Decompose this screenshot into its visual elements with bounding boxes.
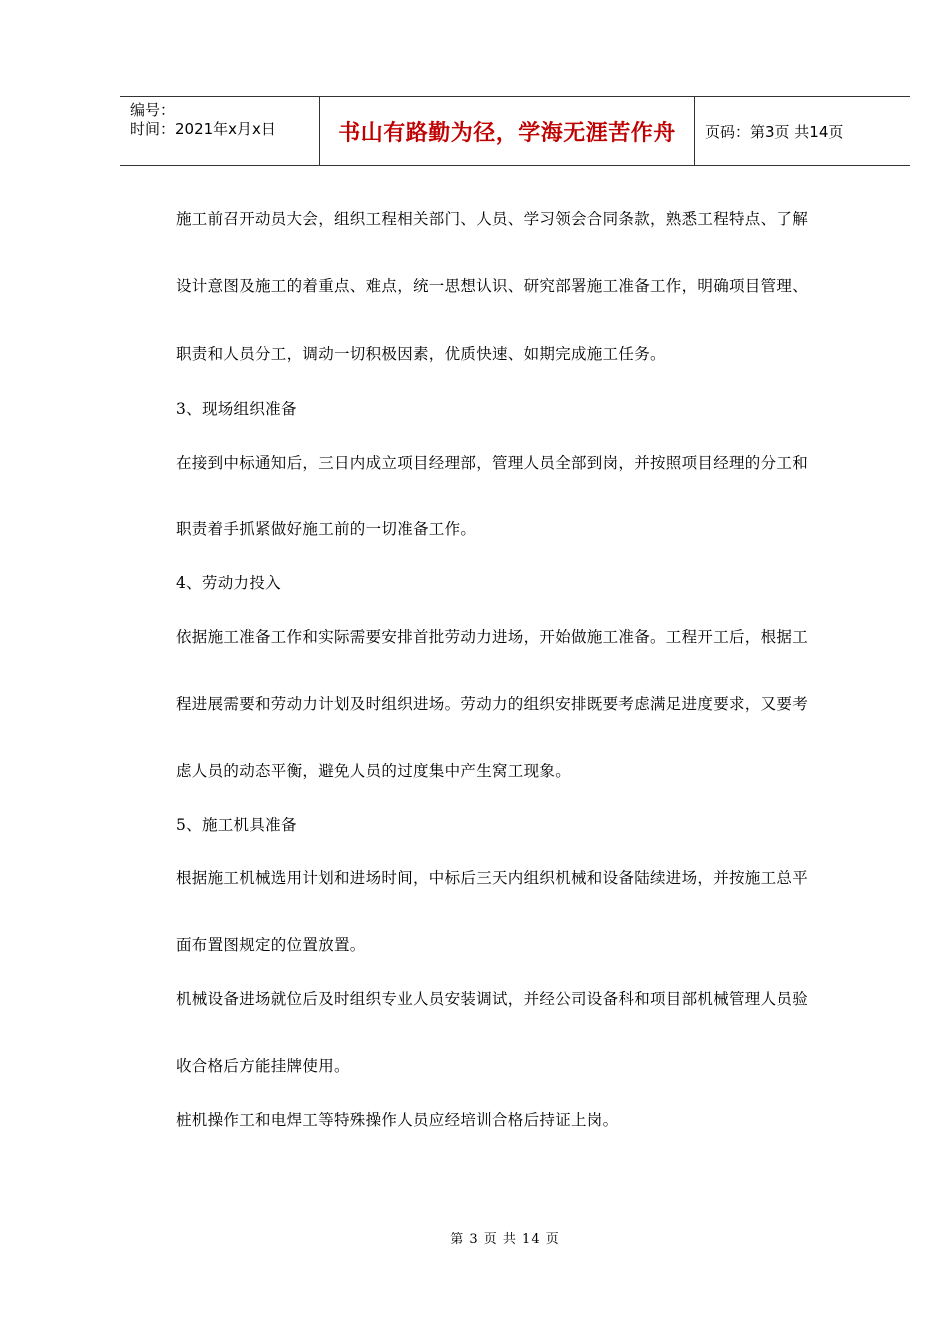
section-heading: 4、劳动力投入: [176, 574, 281, 592]
body-line: 机械设备进场就位后及时组织专业人员安装调试，并经公司设备科和项目部机械管理人员验: [176, 990, 809, 1008]
body-line: 设计意图及施工的着重点、难点，统一思想认识、研究部署施工准备工作，明确项目管理、: [176, 277, 809, 295]
body-line: 职责和人员分工，调动一切积极因素，优质快速、如期完成施工任务。: [176, 345, 666, 363]
body-line: 职责着手抓紧做好施工前的一切准备工作。: [176, 520, 477, 538]
document-header: [120, 96, 910, 166]
header-meta: [120, 97, 320, 165]
body-line: 施工前召开动员大会，组织工程相关部门、人员、学习领会合同条款，熟悉工程特点、了解: [176, 210, 809, 228]
body-line: 面布置图规定的位置放置。: [176, 936, 366, 954]
number-label: 编号：: [130, 101, 176, 119]
body-line: 程进展需要和劳动力计划及时组织进场。劳动力的组织安排既要考虑满足进度要求，又要考: [176, 695, 809, 713]
time-label: 时间：2021年x月x日: [130, 120, 276, 138]
section-heading: 5、施工机具准备: [176, 816, 297, 834]
header-page-label: 页码：第3页 共14页: [705, 122, 844, 141]
header-motto: 书山有路勤为径，学海无涯苦作舟: [320, 97, 695, 165]
body-line: 虑人员的动态平衡，避免人员的过度集中产生窝工现象。: [176, 762, 572, 780]
body-line: 在接到中标通知后，三日内成立项目经理部，管理人员全部到岗，并按照项目经理的分工和: [176, 454, 809, 472]
body-line: 桩机操作工和电焊工等特殊操作人员应经培训合格后持证上岗。: [176, 1111, 619, 1129]
page-footer: 第 3 页 共 14 页: [450, 1232, 560, 1247]
section-heading: 3、现场组织准备: [176, 400, 297, 418]
body-line: 根据施工机械选用计划和进场时间，中标后三天内组织机械和设备陆续进场，并按施工总平: [176, 869, 809, 887]
body-line: 依据施工准备工作和实际需要安排首批劳动力进场，开始做施工准备。工程开工后，根据工: [176, 628, 809, 646]
body-line: 收合格后方能挂牌使用。: [176, 1057, 350, 1075]
